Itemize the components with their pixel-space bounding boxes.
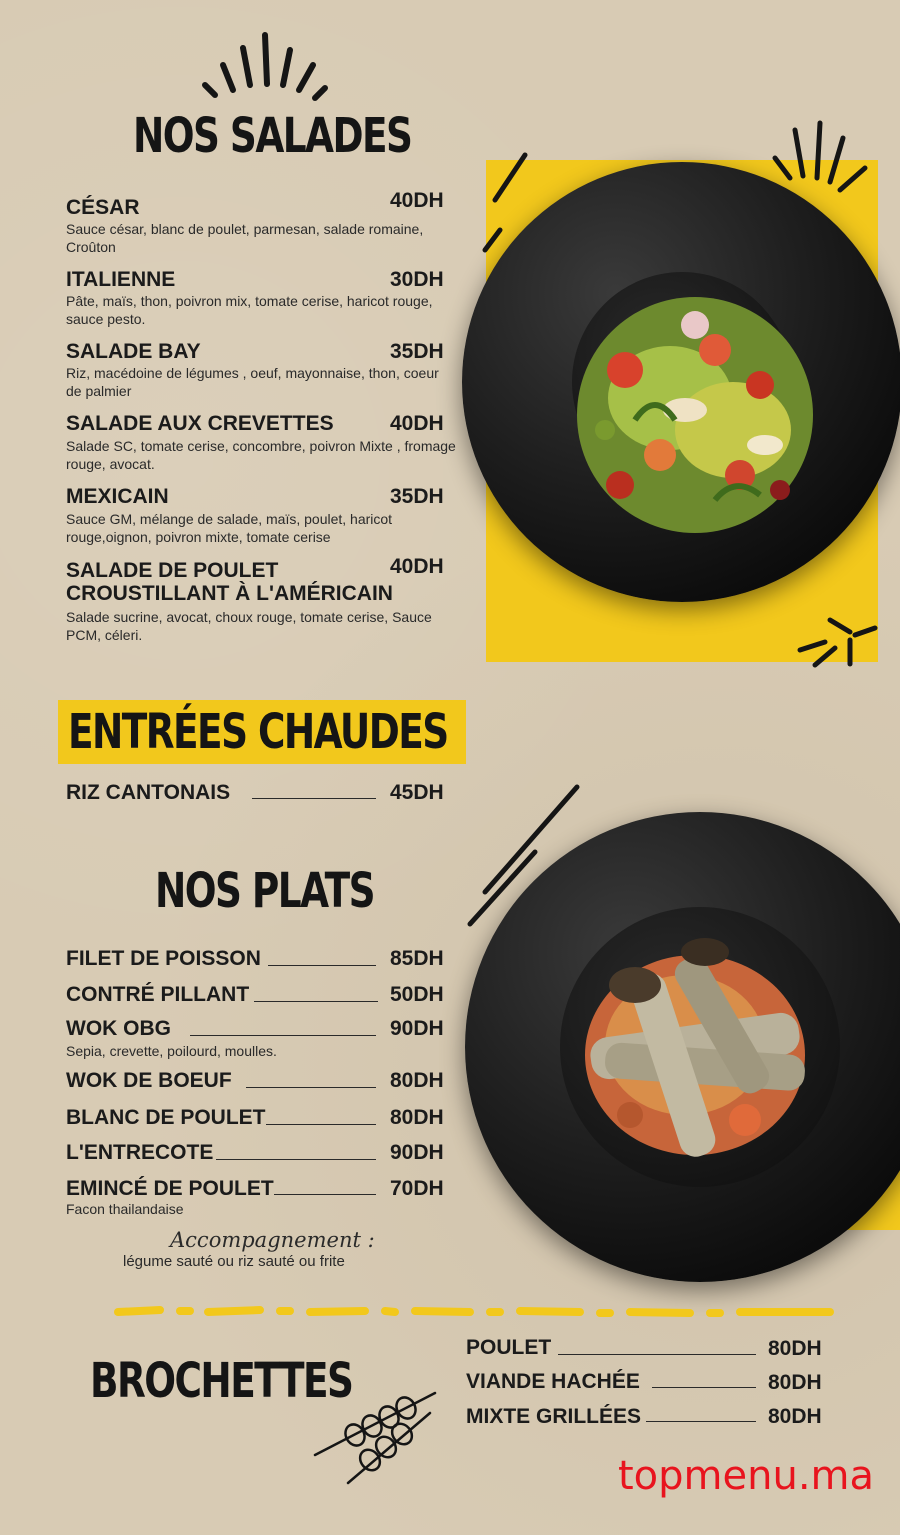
- leader-line: [266, 1124, 376, 1125]
- salade-item-desc: Sauce césar, blanc de poulet, parmesan, salade romaine, Croûton: [66, 221, 424, 255]
- brochette-item-name: VIANDE HACHÉE: [466, 1370, 640, 1393]
- watermark: topmenu.ma: [618, 1453, 875, 1499]
- salade-item-price: 35DH: [390, 340, 444, 363]
- salade-item-desc: Salade SC, tomate cerise, concombre, poivron Mixte , fromage rouge, avocat.: [66, 438, 456, 472]
- leader-line: [252, 798, 376, 799]
- leader-line: [558, 1354, 756, 1355]
- leader-line: [274, 1194, 376, 1195]
- plat-item-desc: Sepia, crevette, poilourd, moulles.: [66, 1043, 277, 1059]
- plat-item-name: BLANC DE POULET: [66, 1106, 266, 1129]
- accompagnement-label: Accompagnement :: [170, 1228, 375, 1252]
- salade-item-name: CÉSAR: [66, 196, 140, 219]
- plat-item-price: 50DH: [390, 983, 444, 1006]
- sunburst-doodle-icon: [195, 30, 335, 110]
- plat-item-desc: Facon thailandaise: [66, 1201, 184, 1217]
- dashed-divider: [110, 1302, 840, 1322]
- plat-item-name: WOK DE BOEUF: [66, 1069, 232, 1092]
- salade-item-price: 30DH: [390, 268, 444, 291]
- accompagnement-text: légume sauté ou riz sauté ou frite: [123, 1253, 345, 1270]
- plat-item-name: EMINCÉ DE POULET: [66, 1177, 274, 1200]
- salades-title: NOS SALADES: [133, 108, 412, 164]
- leader-line: [190, 1035, 376, 1036]
- leader-line: [246, 1087, 376, 1088]
- brochette-item-name: MIXTE GRILLÉES: [466, 1405, 642, 1428]
- salade-item-price: 40DH: [390, 412, 444, 435]
- plat-item-name: L'ENTRECOTE: [66, 1141, 214, 1164]
- salade-item-desc: Sauce GM, mélange de salade, maïs, poulet, haricot rouge,oignon, poivron mixte, tomate cerise: [66, 511, 393, 545]
- plat-item-price: 80DH: [390, 1069, 444, 1092]
- brochette-item-price: 80DH: [768, 1371, 822, 1394]
- leader-line: [268, 965, 376, 966]
- entrees-title: ENTRÉES CHAUDES: [68, 704, 448, 760]
- plat-item-name: CONTRÉ PILLANT: [66, 983, 250, 1006]
- plat-item-price: 80DH: [390, 1106, 444, 1129]
- salade-item-name: MEXICAIN: [66, 485, 169, 508]
- plat-item-price: 70DH: [390, 1177, 444, 1200]
- brochette-item-price: 80DH: [768, 1337, 822, 1360]
- salade-item-name: SALADE BAY: [66, 340, 201, 363]
- plats-title: NOS PLATS: [155, 863, 374, 919]
- salade-item-name-line2: CROUSTILLANT À L'AMÉRICAIN: [66, 582, 393, 605]
- plat-item-price: 85DH: [390, 947, 444, 970]
- brochette-item-price: 80DH: [768, 1405, 822, 1428]
- salade-item-desc: Pâte, maïs, thon, poivron mix, tomate cerise, haricot rouge, sauce pesto.: [66, 293, 433, 327]
- salade-item-name: SALADE DE POULET: [66, 559, 279, 582]
- seafood-food-illustration: [575, 930, 815, 1170]
- brochette-item-name: POULET: [466, 1336, 552, 1359]
- entree-item-price: 45DH: [390, 781, 444, 804]
- leader-line: [646, 1421, 756, 1422]
- leader-line: [254, 1001, 378, 1002]
- salade-item-price: 40DH: [390, 555, 444, 578]
- leader-line: [216, 1159, 376, 1160]
- salade-item-price: 35DH: [390, 485, 444, 508]
- plat-item-name: FILET DE POISSON: [66, 947, 261, 970]
- plat-item-price: 90DH: [390, 1017, 444, 1040]
- salade-item-desc: Riz, macédoine de légumes , oeuf, mayonnaise, thon, coeur de palmier: [66, 365, 439, 399]
- salade-item-name: ITALIENNE: [66, 268, 176, 291]
- sunburst-doodle-icon: [465, 782, 585, 932]
- sunburst-doodle-icon: [795, 590, 885, 670]
- leader-line: [652, 1387, 756, 1388]
- plat-item-price: 90DH: [390, 1141, 444, 1164]
- salade-item-price: 40DH: [390, 189, 444, 212]
- skewer-icon: [310, 1385, 440, 1485]
- salade-item-desc: Salade sucrine, avocat, choux rouge, tomate cerise, Sauce PCM, céleri.: [66, 609, 432, 643]
- salad-food-illustration: [565, 280, 825, 540]
- entree-item-name: RIZ CANTONAIS: [66, 781, 231, 804]
- salade-item-name: SALADE AUX CREVETTES: [66, 412, 334, 435]
- plat-item-name: WOK OBG: [66, 1017, 171, 1040]
- brochettes-title: BROCHETTES: [90, 1353, 353, 1409]
